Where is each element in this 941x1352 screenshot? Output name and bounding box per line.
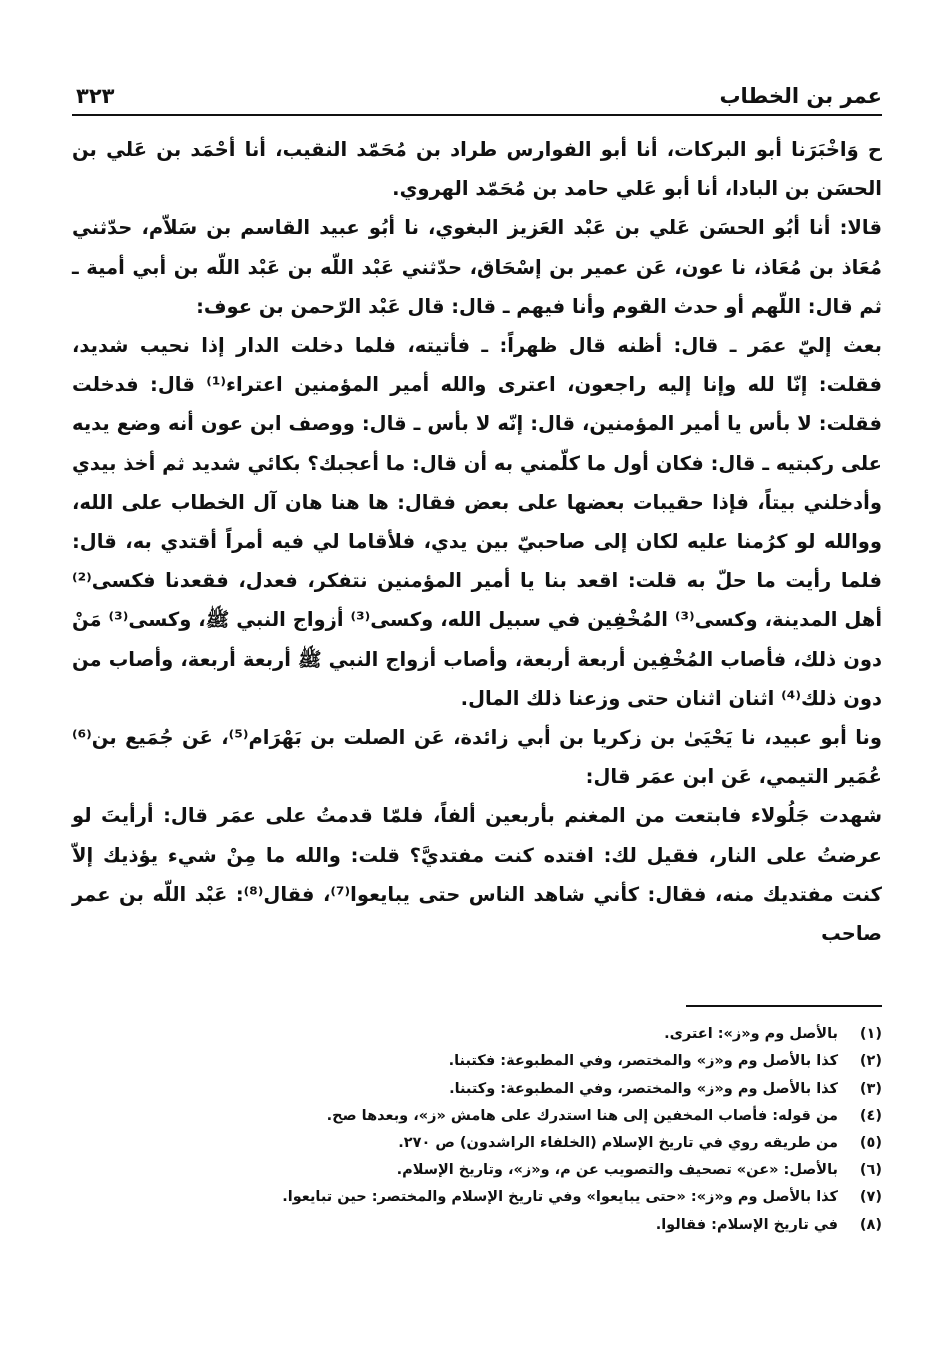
footnote-number: (١) [859,1026,882,1043]
paragraph: شهدت جَلُولاء فابتعت من المغنم بأربعين ألفاً، فلمّا قدمتُ على عمَر قال: أرأيتَ لو عرضتُ على النار، فقيل لك: افتده كنت مفتديَّ؟ قلت: والله ما مِنْ شيء يؤذيك إلاّ كنت مفتديك منه، فقال: كأني شاهد الناس حتى يبايعوا⁽⁷⁾، فقال⁽⁸⁾: عَبْد اللّه بن عمر صاحب [72,804,882,946]
footnote-text: بالأصل: «عن» تصحيف والتصويب عن م، و«ز»، وتاريخ الإسلام. [396,1162,838,1179]
paragraph: ونا أبو عبيد، نا يَحْيَىٰ بن زكريا بن أبي زائدة، عَن الصلت بن بَهْرَام⁽⁵⁾، عَن جُمَيع بن⁽⁶⁾ عُمَير التيمي، عَن ابن عمَر قال: [72,726,882,789]
footnote-number: (٨) [859,1216,882,1233]
footnote-number: (٢) [859,1053,882,1070]
main-text [72,130,882,953]
page-number: ٣٢٣ [76,84,115,108]
footnote [72,1021,882,1048]
footnote-number: (٧) [859,1189,882,1206]
footnote-text: كذا بالأصل وم و«ز»: «حتى يبايعوا» وفي تاريخ الإسلام والمختصر: حين تبايعوا. [282,1189,838,1206]
paragraph: بعث إليّ عمَر ـ قال: أظنه قال ظهراً: ـ فأتيته، فلما دخلت الدار إذا نحيب شديد، فقلت: إنّا لله وإنا إليه راجعون، اعترى والله أمير المؤمنين اعتراء⁽¹⁾ قال: فدخلت فقلت: لا بأس يا أمير المؤمنين، قال: إنّه لا بأس ـ قال: ووصف ابن عون أنه وضع يديه على ركبتيه ـ قال: فكان أول ما كلّمني به أن قال: ما أعجبك؟ بكائي شديد ثم أخذ بيدي وأدخلني بيتاً، فإذا حقيبات بعضها على بعض فقال: ها هنا هان آل الخطاب على الله، ووالله لو كرُمنا عليه لكان إلى صاحبيّ بين يدي، فلأقاما لي فيه أمراً أقتدي به، قال: فلما رأيت ما حلّ به قلت: اقعد بنا يا أمير المؤمنين نتفكر، فعدل، فقعدنا فكسى⁽²⁾ أهل المدينة، وكسى⁽³⁾ المُخْفِين في سبيل الله، وكسى⁽³⁾ أزواج النبي ﷺ، وكسى⁽³⁾ مَنْ دون ذلك، فأصاب المُخْفِين أربعة أربعة، وأصاب أزواج النبي ﷺ أربعة أربعة، وأصاب من دون ذلك⁽⁴⁾ اثنان اثنان حتى وزعنا ذلك المال. [72,334,882,710]
footnote [72,1130,882,1157]
footnote [72,1157,882,1184]
footnote-text: في تاريخ الإسلام: فقالوا. [655,1216,838,1233]
footnote [72,1048,882,1075]
footnote [72,1212,882,1239]
footnote-text: بالأصل وم و«ز»: اعترى. [664,1026,838,1043]
footnote-text: كذا بالأصل وم و«ز» والمختصر، وفي المطبوعة: وكتبنا. [449,1080,838,1097]
footnote [72,1103,882,1130]
footnote-number: (٦) [859,1162,882,1179]
paragraph: قالا: أنا أبُو الحسَن عَلي بن عَبْد العَزيز البغوي، نا أبُو عبيد القاسم بن سَلاّم، حدّثني مُعَاذ بن مُعَاذ، نا عون، عَن عمير بن إسْحَاق، حدّثني عَبْد اللّه بن عَبْد اللّه بن أبي أمية ـ ثم قال: اللّهم أو حدث القوم وأنا فيهم ـ قال: قال عَبْد الرّحمن بن عوف: [72,216,882,318]
footnotes [72,1021,882,1239]
footnote-number: (٥) [859,1135,882,1152]
book-page [72,78,882,1239]
running-header [72,78,882,116]
footnote [72,1076,882,1103]
footnote-number: (٤) [859,1107,882,1124]
footnote-number: (٣) [859,1080,882,1097]
footnote-text: كذا بالأصل وم و«ز» والمختصر، وفي المطبوعة: فكتبنا. [448,1053,838,1070]
footnote-text: من قوله: فأصاب المخفين إلى هنا استدرك على هامش «ز»، وبعدها صح. [326,1107,838,1124]
paragraph: ح وَاخْبَرَنا أبو البركات، أنا أبو الفوارس طراد بن مُحَمّد النقيب، أنا أحْمَد بن عَلي بن الحسَن بن البادا، أنا أبو عَلي حامد بن مُحَمّد الهروي. [72,138,882,201]
footnote-separator [686,1005,882,1007]
running-title: عمر بن الخطاب [719,84,882,108]
footnote [72,1184,882,1211]
footnote-text: من طريقه روي في تاريخ الإسلام (الخلفاء الراشدون) ص ٢٧٠. [398,1135,838,1152]
